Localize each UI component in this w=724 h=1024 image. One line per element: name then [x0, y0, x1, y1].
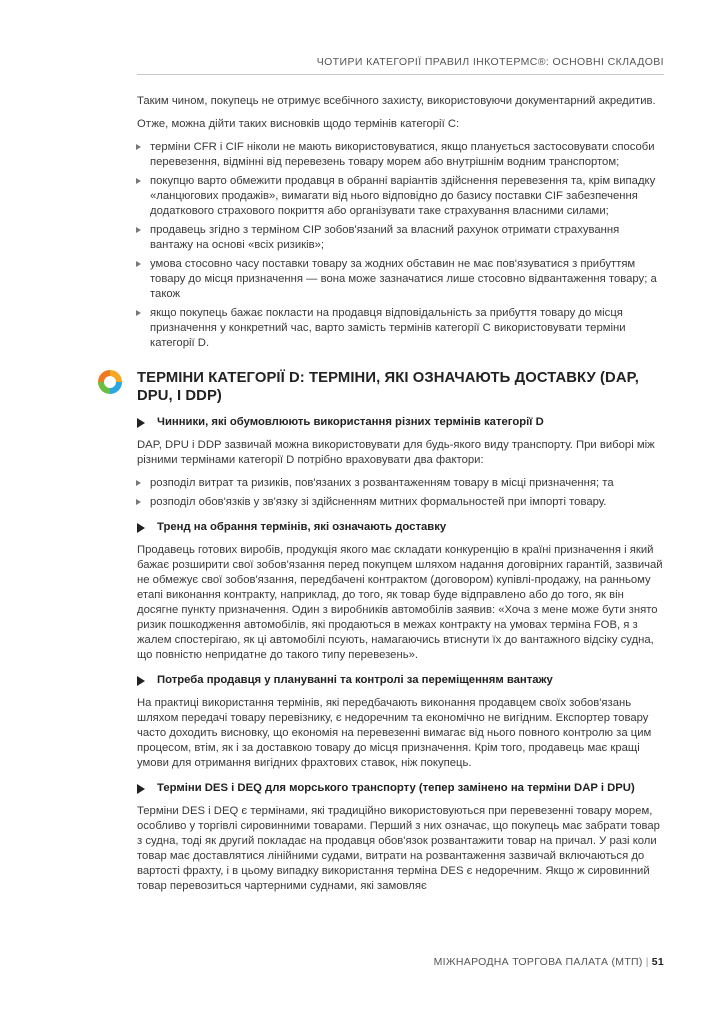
section-header: [137, 369, 664, 405]
play-arrow-icon: [137, 418, 145, 428]
list-item: покупцю варто обмежити продавця в обранні варіантів здійснення перевезення та, крім випадку «ланцюгових продажів», вимагати від нього відповідно до базису поставки CIF забезпечення додаткового страхового покриття або організувати таке страхування власними силами;: [137, 174, 664, 219]
running-footer: [434, 956, 664, 968]
intro-paragraph-1: Таким чином, покупець не отримує всебічного захисту, використовуючи документарний акредитив.: [137, 95, 656, 107]
list-item: умова стосовно часу поставки товару за жодних обставин не має пов'язуватися з прибуттям товару до місця призначення — вона може зазначатися лише стосовно відвантаження товару; а також: [137, 257, 664, 302]
play-arrow-icon: [137, 784, 145, 794]
footer-org: МІЖНАРОДНА ТОРГОВА ПАЛАТА (МТП): [433, 956, 643, 968]
running-header: ЧОТИРИ КАТЕГОРІЇ ПРАВИЛ ІНКОТЕРМС®: ОСНОВНІ СКЛАДОВІ: [316, 56, 664, 68]
list-item: якщо покупець бажає покласти на продавця відповідальність за прибуття товару до місця призначення у конкретний час, варто замість термінів категорії C використовувати терміни категорії D.: [137, 306, 664, 351]
list-item: продавець згідно з терміном CIP зобов'язаний за власний рахунок отримати страхування вантажу на основі «всіх ризиків»;: [137, 223, 664, 253]
icc-logo-icon: [97, 369, 123, 395]
intro-paragraph-2: Отже, можна дійти таких висновків щодо термінів категорії C:: [137, 118, 460, 130]
bullet-arrow-icon: [136, 310, 141, 316]
header-divider: [137, 74, 664, 75]
bullet-arrow-icon: [136, 227, 141, 233]
intro-bullet-list: [137, 140, 664, 351]
paragraph: DAP, DPU і DDP зазвичай можна використовувати для будь-якого виду транспорту. При виборі між різними термінами категорії D потрібно враховувати два фактори:: [137, 439, 655, 466]
list-item: розподіл витрат та ризиків, пов'язаних з розвантаженням товару в місці призначення; та: [137, 476, 664, 491]
list-item: розподіл обов'язків у зв'язку зі здійсненням митних формальностей при імпорті товару.: [137, 495, 664, 510]
play-arrow-icon: [137, 523, 145, 533]
bullet-arrow-icon: [136, 144, 141, 150]
page-body: [137, 94, 664, 902]
subheading-1: Чинники, які обумовлюють використання різних термінів категорії D: [137, 415, 664, 430]
footer-separator: |: [645, 956, 649, 968]
factors-bullet-list: [137, 476, 664, 510]
section-title: ТЕРМІНИ КАТЕГОРІЇ D: ТЕРМІНИ, ЯКІ ОЗНАЧАЮТЬ ДОСТАВКУ (DAP, DPU, І DDP): [137, 370, 639, 404]
bullet-arrow-icon: [136, 480, 141, 486]
list-item: терміни CFR і CIF ніколи не мають використовуватися, якщо планується застосовувати способи перевезення, відмінні від перевезень товару морем або внутрішнім водним транспортом;: [137, 140, 664, 170]
bullet-arrow-icon: [136, 178, 141, 184]
page-number: 51: [651, 956, 664, 968]
bullet-arrow-icon: [136, 261, 141, 267]
subheading-4: Терміни DES і DEQ для морського транспорту (тепер замінено на терміни DAP і DPU): [137, 781, 664, 796]
paragraph: Терміни DES і DEQ є термінами, які традиційно використовуються при перевезенні товару морем, особливо у торгівлі сировинними товарами. Перший з них означає, що покупець має забрати товар з судна, тоді як другий покладає на продавця обов'язок розвантажити товар на причал. У разі коли товар має доставлятися лінійними судами, витрати на розвантаження зазвичай включаються до вартості фрахту, і в цьому випадку використання терміна DES є недоречним. Якщо ж сировинний товар перевозиться чартерними суднами, які замовляє: [137, 805, 660, 892]
play-arrow-icon: [137, 676, 145, 686]
bullet-arrow-icon: [136, 499, 141, 505]
subheading-2: Тренд на обрання термінів, які означають доставку: [137, 520, 664, 535]
paragraph: Продавець готових виробів, продукція якого має складати конкуренцію в країні призначення і який бажає розширити свої зобов'язання перед покупцем шляхом надання договірних гарантій, зазвичай не обмежує свої зобов'язання, передбачені контрактом (договором) купівлі-продажу, на ранньому етапі виконання контракту, наприклад, до того, як товар буде відправлено або до того, як він досягне пункту призначення. Один з виробників автомобілів заявив: «Хоча з мене може бути знято ризик пошкодження автомобілів, які продаються в межах контракту на умовах терміна FOB, я з жалем спостерігаю, як ці автомобілі псують, намагаючись втиснути їх до вантажного відсіку судна, що повністю непридатне до такого типу перевезень».: [137, 544, 663, 661]
subheading-3: Потреба продавця у плануванні та контролі за переміщенням вантажу: [137, 673, 664, 688]
paragraph: На практиці використання термінів, які передбачають виконання продавцем своїх зобов'язань шляхом передачі товару перевізнику, є недоречним та економічно не вигідним. Експортер товару часто доходить висновку, що економія на перевезенні вимагає від нього повного контролю за цим процесом, втім, як і за доставкою товару до місця призначення. Крім того, продавець має кращі умови для отримання вигідних фрахтових ставок, ніж покупець.: [137, 697, 652, 769]
